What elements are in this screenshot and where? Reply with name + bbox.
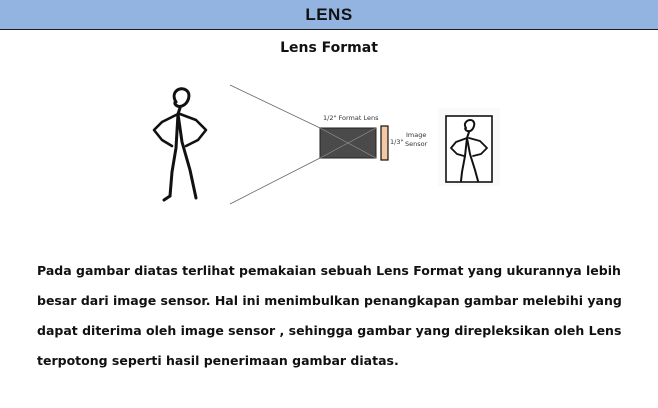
image-sensor bbox=[381, 126, 388, 160]
stick-figure-subject bbox=[154, 89, 206, 200]
slide-subtitle: Lens Format bbox=[280, 40, 378, 56]
sensor-label-line2: Sensor bbox=[405, 140, 428, 148]
sensor-size-label: 1/3" bbox=[390, 138, 404, 146]
lens-body bbox=[320, 128, 376, 158]
header-bar bbox=[0, 0, 658, 30]
lens-label: 1/2" Format Lens bbox=[323, 114, 379, 122]
projection-line-top bbox=[230, 85, 320, 128]
header-title: LENS bbox=[305, 4, 353, 24]
lens-format-diagram bbox=[140, 80, 520, 210]
sensor-label-line1: Image bbox=[406, 131, 427, 139]
body-paragraph: Pada gambar diatas terlihat pemakaian sebuah Lens Format yang ukurannya lebih besar dari image sensor. Hal ini menimbulkan penangkapan gambar melebihi yang dapat diterima oleh image sensor , sehingga gambar yang direpleksikan oleh Lens terpotong seperti hasil penerimaan gambar diatas. bbox=[37, 263, 622, 368]
projection-line-bottom bbox=[230, 158, 320, 204]
